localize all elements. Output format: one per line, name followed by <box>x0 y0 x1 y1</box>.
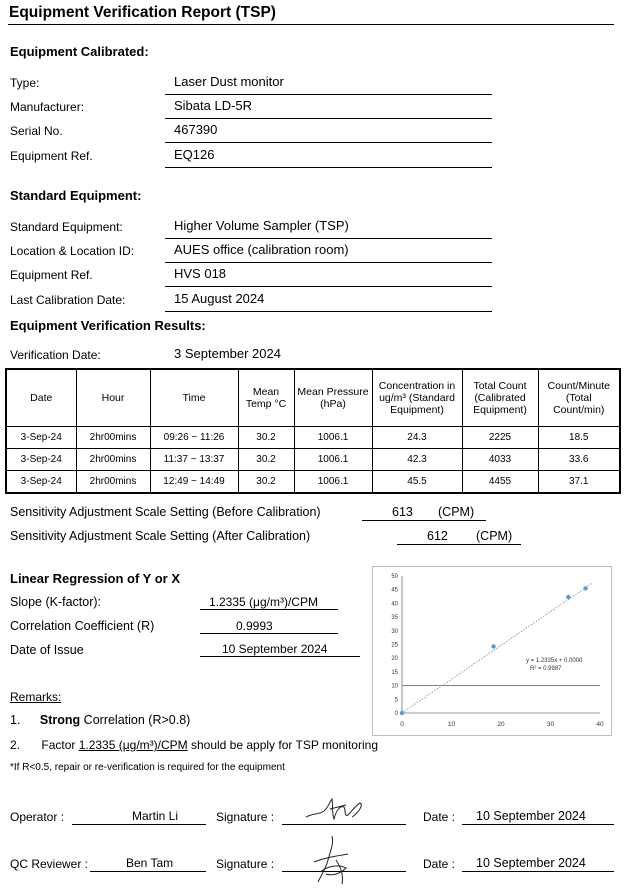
location-underline <box>165 262 492 263</box>
slope-value: 1.2335 (μg/m³)/CPM <box>209 595 318 609</box>
chart-y-tick-label: 20 <box>391 656 398 663</box>
cell-hour: 2hr00mins <box>76 471 150 494</box>
reviewer-date-underline <box>462 871 614 872</box>
remark-1 <box>10 713 190 727</box>
remark-1-number: 1. <box>10 713 21 727</box>
cell-count-minute: 37.1 <box>538 471 620 494</box>
sensitivity-before-unit: (CPM) <box>438 505 475 519</box>
operator-signature-label: Signature : <box>216 810 275 824</box>
chart-y-tick-label: 0 <box>394 711 398 717</box>
type-label: Type: <box>10 76 40 90</box>
slope-label: Slope (K-factor): <box>10 595 102 609</box>
cell-total-count: 2225 <box>462 427 538 449</box>
remark-1-text: Correlation (R>0.8) <box>80 713 191 727</box>
chart-y-tick-label: 10 <box>391 683 398 690</box>
col-header-pressure: Mean Pressure (hPa) <box>294 369 372 427</box>
cell-count-minute: 18.5 <box>538 427 620 449</box>
col-header-total-count: Total Count (Calibrated Equipment) <box>462 369 538 427</box>
trendline-equation: y = 1.2335x + 0.0000 <box>526 658 583 664</box>
issue-date-underline <box>200 656 360 657</box>
results-table <box>5 368 621 494</box>
col-header-time: Time <box>150 369 238 427</box>
chart-y-tick-label: 5 <box>394 697 398 704</box>
chart-y-tick-label: 50 <box>391 574 398 580</box>
cell-time: 11:37 ~ 13:37 <box>150 449 238 471</box>
operator-label: Operator : <box>10 810 65 824</box>
table-header-row <box>6 369 620 427</box>
title-divider <box>8 24 614 25</box>
remarks-footnote: *If R<0.5, repair or re-verification is required for the equipment <box>10 762 285 773</box>
last-calibration-underline <box>165 311 492 312</box>
location-value: AUES office (calibration room) <box>174 242 349 257</box>
remark-2-factor: 1.2335 (μg/m³)/CPM <box>78 738 188 752</box>
cell-time: 12:49 ~ 14:49 <box>150 471 238 494</box>
sensitivity-before-underline <box>362 520 486 521</box>
equipment-ref-label: Equipment Ref. <box>10 149 93 163</box>
equipment-calibrated-heading: Equipment Calibrated: <box>10 44 149 59</box>
reviewer-signature-stroke <box>314 836 348 884</box>
trendline-r2: R² = 0.9987 <box>530 666 562 672</box>
sensitivity-before-value: 613 <box>392 505 413 519</box>
correlation-value: 0.9993 <box>236 619 273 633</box>
remark-1-bold: Strong <box>39 713 81 727</box>
sensitivity-after-underline <box>397 544 521 545</box>
chart-x-tick-label: 10 <box>447 721 456 728</box>
std-equipment-ref-value: HVS 018 <box>174 266 227 281</box>
chart-x-tick-label: 40 <box>596 721 604 728</box>
issue-date-value: 10 September 2024 <box>222 642 328 656</box>
regression-chart-svg <box>372 566 612 736</box>
std-equipment-ref-underline <box>165 286 492 287</box>
last-calibration-label: Last Calibration Date: <box>10 293 126 307</box>
chart-data-point <box>566 595 570 599</box>
equipment-ref-value: EQ126 <box>174 147 215 162</box>
sensitivity-after-label: Sensitivity Adjustment Scale Setting (After Calibration) <box>10 529 311 543</box>
operator-date-value: 10 September 2024 <box>476 809 586 823</box>
operator-signature-stroke <box>306 799 361 819</box>
remark-2-number: 2. <box>10 738 21 752</box>
col-header-count-minute: Count/Minute (Total Count/min) <box>538 369 620 427</box>
cell-date: 3-Sep-24 <box>6 449 76 471</box>
type-underline <box>165 94 492 95</box>
col-header-hour: Hour <box>76 369 150 427</box>
chart-y-tick-label: 25 <box>391 642 398 649</box>
cell-count-minute: 33.6 <box>538 449 620 471</box>
std-equipment-ref-label: Equipment Ref. <box>10 268 93 282</box>
reviewer-date-value: 10 September 2024 <box>476 856 586 870</box>
sensitivity-after-value: 612 <box>427 529 448 543</box>
cell-temp: 30.2 <box>238 427 294 449</box>
correlation-label: Correlation Coefficient (R) <box>10 619 155 633</box>
cell-concentration: 42.3 <box>372 449 462 471</box>
operator-signature <box>300 795 380 829</box>
page-title: Equipment Verification Report (TSP) <box>9 4 276 21</box>
type-value: Laser Dust monitor <box>174 74 284 89</box>
serial-value: 467390 <box>174 122 218 137</box>
manufacturer-label: Manufacturer: <box>10 100 85 114</box>
table-row <box>6 471 620 494</box>
standard-equipment-value: Higher Volume Sampler (TSP) <box>174 218 349 233</box>
operator-name: Martin Li <box>132 809 179 823</box>
reviewer-date-label: Date : <box>423 857 456 871</box>
sensitivity-after-unit: (CPM) <box>476 529 513 543</box>
standard-equipment-label: Standard Equipment: <box>10 220 123 234</box>
reviewer-name: Ben Tam <box>126 856 174 870</box>
table-row <box>6 449 620 471</box>
table-row <box>6 427 620 449</box>
remark-2-post: should be apply for TSP monitoring <box>187 738 378 752</box>
equipment-ref-underline <box>165 167 492 168</box>
reviewer-signature-label: Signature : <box>216 857 275 871</box>
col-header-temp: Mean Temp °C <box>238 369 294 427</box>
location-label: Location & Location ID: <box>10 244 135 258</box>
chart-data-point <box>583 586 587 590</box>
standard-equipment-heading: Standard Equipment: <box>10 188 142 203</box>
manufacturer-underline <box>165 118 492 119</box>
reviewer-label: QC Reviewer : <box>10 857 89 871</box>
operator-date-underline <box>462 824 614 825</box>
reviewer-underline <box>90 871 206 872</box>
regression-heading: Linear Regression of Y or X <box>10 571 181 586</box>
manufacturer-value: Sibata LD-5R <box>174 98 253 113</box>
cell-pressure: 1006.1 <box>294 449 372 471</box>
cell-hour: 2hr00mins <box>76 449 150 471</box>
cell-pressure: 1006.1 <box>294 427 372 449</box>
verification-date-label: Verification Date: <box>10 348 101 362</box>
verification-date-value: 3 September 2024 <box>174 346 281 361</box>
chart-y-tick-label: 30 <box>391 628 398 635</box>
operator-underline <box>72 824 206 825</box>
operator-date-label: Date : <box>423 810 456 824</box>
results-heading: Equipment Verification Results: <box>10 318 206 333</box>
cell-concentration: 45.5 <box>372 471 462 494</box>
serial-label: Serial No. <box>10 124 63 138</box>
remark-2-pre: Factor <box>41 738 79 752</box>
cell-date: 3-Sep-24 <box>6 427 76 449</box>
issue-date-label: Date of Issue <box>10 643 84 657</box>
sensitivity-before-label: Sensitivity Adjustment Scale Setting (Before Calibration) <box>10 505 321 519</box>
cell-concentration: 24.3 <box>372 427 462 449</box>
cell-temp: 30.2 <box>238 471 294 494</box>
chart-x-tick-label: 0 <box>400 721 404 728</box>
cell-hour: 2hr00mins <box>76 427 150 449</box>
last-calibration-value: 15 August 2024 <box>174 291 265 306</box>
slope-underline <box>200 609 338 610</box>
chart-x-tick-label: 20 <box>497 721 505 728</box>
chart-y-tick-label: 40 <box>391 601 398 608</box>
cell-pressure: 1006.1 <box>294 471 372 494</box>
col-header-concentration: Concentration in ug/m³ (Standard Equipment) <box>372 369 462 427</box>
cell-total-count: 4455 <box>462 471 538 494</box>
chart-y-tick-label: 45 <box>391 587 398 594</box>
standard-equipment-underline <box>165 238 492 239</box>
chart-frame <box>373 567 612 736</box>
cell-date: 3-Sep-24 <box>6 471 76 494</box>
regression-chart <box>372 566 612 736</box>
chart-y-tick-label: 35 <box>391 615 398 622</box>
col-header-date: Date <box>6 369 76 427</box>
cell-total-count: 4033 <box>462 449 538 471</box>
chart-x-tick-label: 30 <box>546 721 555 728</box>
remarks-heading: Remarks: <box>10 690 62 704</box>
chart-data-point <box>491 644 495 648</box>
cell-temp: 30.2 <box>238 449 294 471</box>
serial-underline <box>165 142 492 143</box>
remark-2 <box>10 738 378 752</box>
chart-data-point <box>400 711 404 715</box>
chart-y-tick-label: 15 <box>391 669 398 676</box>
reviewer-signature <box>306 834 366 888</box>
cell-time: 09:26 ~ 11:26 <box>150 427 238 449</box>
correlation-underline <box>200 633 338 634</box>
